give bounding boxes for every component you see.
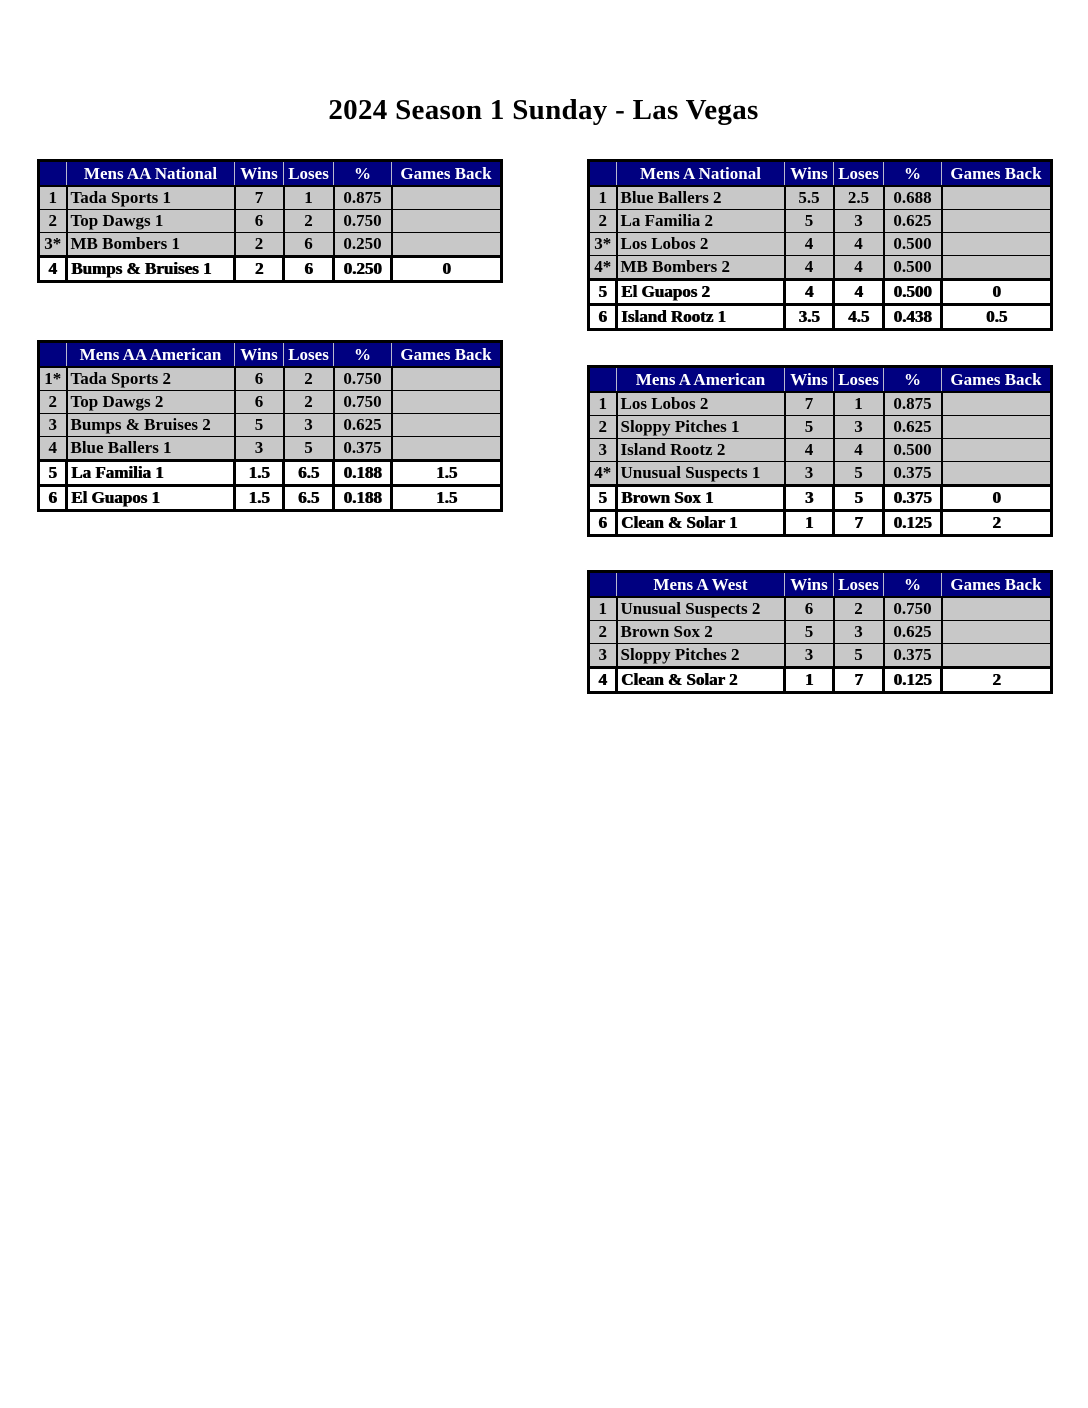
table-row — [589, 416, 1052, 439]
table-row — [589, 486, 1052, 511]
games-back-cell — [942, 416, 1052, 439]
table-row — [589, 280, 1052, 305]
team-cell: Top Dawgs 2 — [67, 391, 235, 414]
games-back-cell — [942, 392, 1052, 416]
wins-cell: 5 — [785, 416, 834, 439]
table-row — [589, 392, 1052, 416]
rank-cell: 1 — [589, 186, 617, 210]
rank-cell: 1 — [589, 597, 617, 621]
team-cell: Unusual Suspects 2 — [617, 597, 785, 621]
team-cell: Blue Ballers 2 — [617, 186, 785, 210]
wins-cell: 3 — [785, 644, 834, 668]
header-row — [39, 161, 502, 187]
rank-cell: 1 — [39, 186, 67, 210]
division-header: Mens AA American — [67, 342, 235, 368]
pct-cell: 0.688 — [884, 186, 942, 210]
team-cell: Bumps & Bruises 1 — [67, 257, 235, 282]
pct-cell: 0.625 — [884, 210, 942, 233]
pct-cell: 0.188 — [334, 461, 392, 486]
loses-cell: 4.5 — [834, 305, 884, 330]
wins-cell: 1 — [785, 511, 834, 536]
games-back-column-header: Games Back — [942, 161, 1052, 187]
pct-cell: 0.500 — [884, 439, 942, 462]
team-cell: Top Dawgs 1 — [67, 210, 235, 233]
pct-cell: 0.375 — [884, 462, 942, 486]
pct-cell: 0.500 — [884, 280, 942, 305]
loses-cell: 4 — [834, 439, 884, 462]
pct-column-header: % — [884, 572, 942, 598]
games-back-cell — [942, 186, 1052, 210]
games-back-cell: 1.5 — [392, 461, 502, 486]
table-row — [589, 305, 1052, 330]
rank-cell: 2 — [589, 210, 617, 233]
rank-cell: 5 — [589, 280, 617, 305]
games-back-cell: 0 — [392, 257, 502, 282]
games-back-cell: 2 — [942, 668, 1052, 693]
table-row — [589, 256, 1052, 280]
loses-cell: 6 — [284, 257, 334, 282]
team-cell: Los Lobos 2 — [617, 233, 785, 256]
wins-cell: 1.5 — [235, 486, 284, 511]
games-back-cell — [392, 437, 502, 461]
table-row — [39, 461, 502, 486]
games-back-cell: 2 — [942, 511, 1052, 536]
rank-cell: 4 — [589, 668, 617, 693]
pct-cell: 0.188 — [334, 486, 392, 511]
loses-cell: 6.5 — [284, 486, 334, 511]
table-row — [39, 414, 502, 437]
wins-cell: 4 — [785, 280, 834, 305]
wins-cell: 5 — [785, 210, 834, 233]
wins-column-header: Wins — [235, 161, 284, 187]
loses-column-header: Loses — [834, 572, 884, 598]
games-back-column-header: Games Back — [392, 161, 502, 187]
rank-cell: 2 — [39, 210, 67, 233]
team-cell: Sloppy Pitches 2 — [617, 644, 785, 668]
standings-table — [587, 570, 1053, 694]
team-cell: Brown Sox 1 — [617, 486, 785, 511]
games-back-cell — [942, 462, 1052, 486]
games-back-cell — [942, 597, 1052, 621]
table-row — [39, 391, 502, 414]
pct-cell: 0.250 — [334, 233, 392, 257]
pct-column-header: % — [334, 342, 392, 368]
wins-cell: 3 — [235, 437, 284, 461]
wins-cell: 2 — [235, 257, 284, 282]
rank-column-header — [39, 342, 67, 368]
wins-cell: 5.5 — [785, 186, 834, 210]
loses-cell: 4 — [834, 233, 884, 256]
header-row — [589, 572, 1052, 598]
standings-table-mens-aa-national — [37, 159, 501, 283]
wins-cell: 7 — [785, 392, 834, 416]
pct-column-header: % — [884, 367, 942, 393]
games-back-cell — [942, 210, 1052, 233]
loses-cell: 5 — [834, 462, 884, 486]
team-cell: Blue Ballers 1 — [67, 437, 235, 461]
rank-cell: 5 — [39, 461, 67, 486]
pct-column-header: % — [334, 161, 392, 187]
rank-cell: 4 — [39, 437, 67, 461]
games-back-cell — [942, 233, 1052, 256]
games-back-column-header: Games Back — [942, 367, 1052, 393]
loses-cell: 2 — [284, 367, 334, 391]
team-cell: Island Rootz 1 — [617, 305, 785, 330]
rank-column-header — [589, 367, 617, 393]
pct-cell: 0.438 — [884, 305, 942, 330]
loses-cell: 5 — [834, 486, 884, 511]
rank-cell: 1* — [39, 367, 67, 391]
pct-column-header: % — [884, 161, 942, 187]
rank-cell: 3* — [39, 233, 67, 257]
loses-column-header: Loses — [284, 342, 334, 368]
wins-cell: 6 — [235, 367, 284, 391]
wins-cell: 2 — [235, 233, 284, 257]
header-row — [39, 342, 502, 368]
team-cell: Bumps & Bruises 2 — [67, 414, 235, 437]
team-cell: Tada Sports 2 — [67, 367, 235, 391]
division-header: Mens AA National — [67, 161, 235, 187]
team-cell: Los Lobos 2 — [617, 392, 785, 416]
table-row — [39, 437, 502, 461]
team-cell: La Familia 2 — [617, 210, 785, 233]
loses-cell: 6 — [284, 233, 334, 257]
pct-cell: 0.625 — [334, 414, 392, 437]
loses-cell: 2 — [284, 391, 334, 414]
loses-column-header: Loses — [834, 161, 884, 187]
loses-cell: 1 — [834, 392, 884, 416]
games-back-cell — [392, 367, 502, 391]
wins-cell: 4 — [785, 256, 834, 280]
games-back-cell — [942, 644, 1052, 668]
games-back-column-header: Games Back — [942, 572, 1052, 598]
loses-column-header: Loses — [834, 367, 884, 393]
loses-cell: 4 — [834, 256, 884, 280]
wins-cell: 4 — [785, 439, 834, 462]
rank-column-header — [589, 572, 617, 598]
table-row — [39, 257, 502, 282]
pct-cell: 0.375 — [884, 486, 942, 511]
games-back-cell — [392, 414, 502, 437]
team-cell: Clean & Solar 1 — [617, 511, 785, 536]
loses-cell: 5 — [284, 437, 334, 461]
games-back-cell: 0.5 — [942, 305, 1052, 330]
wins-cell: 1 — [785, 668, 834, 693]
team-cell: Clean & Solar 2 — [617, 668, 785, 693]
rank-column-header — [589, 161, 617, 187]
rank-column-header — [39, 161, 67, 187]
team-cell: El Guapos 2 — [617, 280, 785, 305]
games-back-cell — [392, 233, 502, 257]
standings-table-mens-a-american — [587, 365, 1051, 537]
rank-cell: 3 — [589, 439, 617, 462]
team-cell: Island Rootz 2 — [617, 439, 785, 462]
division-header: Mens A American — [617, 367, 785, 393]
wins-column-header: Wins — [785, 161, 834, 187]
wins-cell: 6 — [235, 391, 284, 414]
games-back-cell — [942, 621, 1052, 644]
wins-column-header: Wins — [235, 342, 284, 368]
loses-cell: 3 — [834, 210, 884, 233]
loses-cell: 5 — [834, 644, 884, 668]
wins-cell: 5 — [785, 621, 834, 644]
standings-table — [37, 159, 503, 283]
wins-column-header: Wins — [785, 572, 834, 598]
table-row — [39, 210, 502, 233]
team-cell: Brown Sox 2 — [617, 621, 785, 644]
loses-cell: 3 — [284, 414, 334, 437]
wins-cell: 3 — [785, 462, 834, 486]
standings-table — [587, 365, 1053, 537]
rank-cell: 6 — [589, 511, 617, 536]
team-cell: Sloppy Pitches 1 — [617, 416, 785, 439]
loses-cell: 3 — [834, 621, 884, 644]
loses-cell: 7 — [834, 668, 884, 693]
standings-table — [37, 340, 503, 512]
pct-cell: 0.375 — [334, 437, 392, 461]
header-row — [589, 161, 1052, 187]
rank-cell: 3 — [39, 414, 67, 437]
rank-cell: 2 — [589, 416, 617, 439]
loses-cell: 3 — [834, 416, 884, 439]
loses-cell: 1 — [284, 186, 334, 210]
games-back-cell: 0 — [942, 486, 1052, 511]
wins-column-header: Wins — [785, 367, 834, 393]
page-title: 2024 Season 1 Sunday - Las Vegas — [328, 94, 759, 126]
standings-table — [587, 159, 1053, 331]
pct-cell: 0.750 — [884, 597, 942, 621]
header-row — [589, 367, 1052, 393]
table-row — [39, 486, 502, 511]
rank-cell: 3* — [589, 233, 617, 256]
pct-cell: 0.875 — [334, 186, 392, 210]
loses-cell: 4 — [834, 280, 884, 305]
rank-cell: 4 — [39, 257, 67, 282]
loses-column-header: Loses — [284, 161, 334, 187]
games-back-column-header: Games Back — [392, 342, 502, 368]
team-cell: Unusual Suspects 1 — [617, 462, 785, 486]
games-back-cell — [392, 391, 502, 414]
games-back-cell — [942, 439, 1052, 462]
wins-cell: 6 — [785, 597, 834, 621]
rank-cell: 6 — [39, 486, 67, 511]
pct-cell: 0.875 — [884, 392, 942, 416]
standings-table-mens-a-national — [587, 159, 1051, 331]
pct-cell: 0.500 — [884, 256, 942, 280]
team-cell: La Familia 1 — [67, 461, 235, 486]
table-row — [589, 210, 1052, 233]
pct-cell: 0.750 — [334, 367, 392, 391]
pct-cell: 0.125 — [884, 668, 942, 693]
rank-cell: 1 — [589, 392, 617, 416]
team-cell: MB Bombers 2 — [617, 256, 785, 280]
games-back-cell: 1.5 — [392, 486, 502, 511]
wins-cell: 6 — [235, 210, 284, 233]
loses-cell: 6.5 — [284, 461, 334, 486]
wins-cell: 3 — [785, 486, 834, 511]
wins-cell: 4 — [785, 233, 834, 256]
team-cell: MB Bombers 1 — [67, 233, 235, 257]
pct-cell: 0.750 — [334, 391, 392, 414]
rank-cell: 6 — [589, 305, 617, 330]
pct-cell: 0.125 — [884, 511, 942, 536]
wins-cell: 7 — [235, 186, 284, 210]
pct-cell: 0.250 — [334, 257, 392, 282]
table-row — [589, 233, 1052, 256]
standings-table-mens-aa-american — [37, 340, 501, 512]
loses-cell: 2 — [284, 210, 334, 233]
table-row — [589, 668, 1052, 693]
team-cell: El Guapos 1 — [67, 486, 235, 511]
team-cell: Tada Sports 1 — [67, 186, 235, 210]
table-row — [589, 597, 1052, 621]
table-row — [39, 186, 502, 210]
table-row — [589, 186, 1052, 210]
rank-cell: 4* — [589, 256, 617, 280]
pct-cell: 0.500 — [884, 233, 942, 256]
loses-cell: 7 — [834, 511, 884, 536]
rank-cell: 4* — [589, 462, 617, 486]
pct-cell: 0.625 — [884, 621, 942, 644]
loses-cell: 2.5 — [834, 186, 884, 210]
games-back-cell: 0 — [942, 280, 1052, 305]
rank-cell: 2 — [589, 621, 617, 644]
table-row — [589, 644, 1052, 668]
pct-cell: 0.375 — [884, 644, 942, 668]
table-row — [39, 367, 502, 391]
rank-cell: 3 — [589, 644, 617, 668]
division-header: Mens A West — [617, 572, 785, 598]
games-back-cell — [392, 186, 502, 210]
division-header: Mens A National — [617, 161, 785, 187]
table-row — [589, 621, 1052, 644]
pct-cell: 0.750 — [334, 210, 392, 233]
table-row — [589, 462, 1052, 486]
wins-cell: 3.5 — [785, 305, 834, 330]
games-back-cell — [942, 256, 1052, 280]
wins-cell: 5 — [235, 414, 284, 437]
table-row — [589, 439, 1052, 462]
wins-cell: 1.5 — [235, 461, 284, 486]
table-row — [589, 511, 1052, 536]
standings-table-mens-a-west — [587, 570, 1051, 694]
rank-cell: 2 — [39, 391, 67, 414]
games-back-cell — [392, 210, 502, 233]
loses-cell: 2 — [834, 597, 884, 621]
rank-cell: 5 — [589, 486, 617, 511]
table-row — [39, 233, 502, 257]
pct-cell: 0.625 — [884, 416, 942, 439]
